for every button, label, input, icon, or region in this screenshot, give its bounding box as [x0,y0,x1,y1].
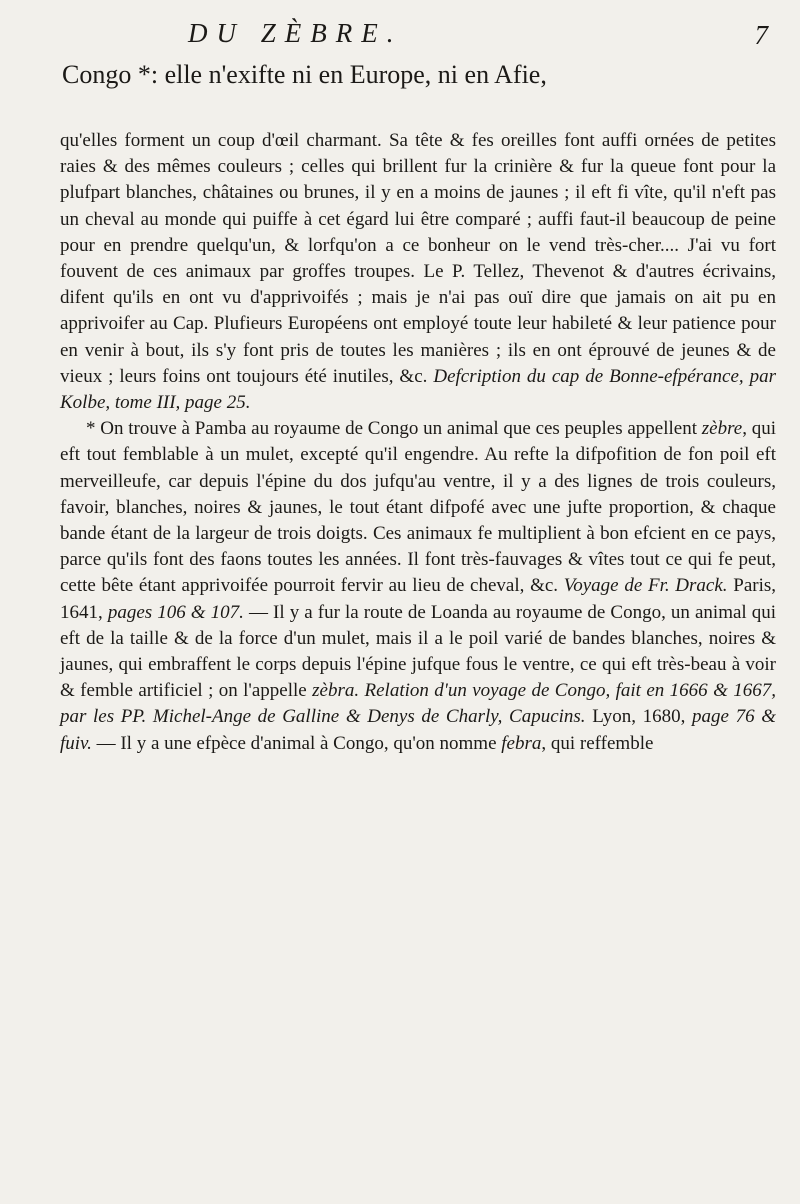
footnote [60,416,776,757]
footnote-text-4: — Il y a fur la route de Loanda au royaume de Congo, un animal qui eft de la taille & de la force d'un mulet, mais il a le poil varié de bandes blanches, noires & jaunes, qui embraffent le corps depuis l'épine jufque fous le ventre, ce qui eft très-beau à voir & femble artificiel ; on l'appelle [60,601,777,702]
footnote-term-zebra: zèbra. [312,680,360,702]
footnote-text-1: * On trouve à Pamba au royaume de Congo un animal que ces peuples appellent [86,418,698,440]
page-number: 7 [754,20,768,50]
main-paragraph [60,128,776,416]
footnote-text-2: , qui eft tout femblable à un mulet, excepté qu'il engendre. Au refte la difpofition de fon poil eft merveilleufe, car depuis l'épine du dos jufqu'au ventre, il y a des lignes de trois couleurs, favoir, blanches, noires & jaunes, le tout étant difpofé avec une jufte proportion, & chaque bande étant de la largeur de trois doigts. Ces animaux fe multiplient à bon efcient en ce pays, parce qu'ils font des faons toutes les années. Il font très-fauvages & vîtes tout ce qui fe peut, cette bête étant apprivoifée pourroit fervir au lieu de cheval, &c. [60,418,777,597]
footnote-text-6: — Il y a une efpèce d'animal à Congo, qu'on nomme [96,732,497,754]
footnote-text-7: , qui reffemble [541,732,654,754]
footnote-ref-drack: Voyage de Fr. Drack. [563,575,728,597]
page-header [188,18,768,52]
main-paragraph-text: qu'elles forment un coup d'œil charmant. Sa tête & fes oreilles font auffi ornées de petites raies & des mêmes couleurs ; celles qui brillent fur la crinière & fur la queue font pour la plufpart blanches, châtaines ou brunes, il y en a moins de jaunes ; il eft fi vîte, qu'il n'eft pas un cheval au monde qui puiffe à cet égard lui être comparé ; auffi faut-il beaucoup de peine pour en prendre quelqu'un, & lorfqu'on a ce bonheur on le vend très-cher.... J'ai vu fort fouvent de ces animaux par groffes troupes. Le P. Tellez, Thevenot & d'autres écrivains, difent qu'ils en ont vu d'apprivoifés ; mais je n'ai pas ouï dire que jamais on ait pu en apprivoifer au Cap. Plufieurs Européens ont employé toute leur habileté & leur patience pour en venir à bout, ils s'y font pris de toutes les manières ; ils en ont éprouvé de jeunes & de vieux ; leurs foins ont toujours été inutiles, &c. [60,130,776,387]
footnote-text-3: Paris, 1641, [60,575,777,623]
running-title: DU ZÈBRE. [188,18,403,48]
footnote-term-zebre: zèbre [701,418,743,440]
footnote-ref-pages: pages 106 & 107. [107,601,244,623]
footnote-ref-relation: Relation d'un voyage de Congo, fait en 1666 & 1667, par les PP. Michel-Ange de Galline & Denys de Charly, Capucins. [60,680,777,728]
body-text [60,128,776,757]
footnote-ref-page76: page 76 & fuiv. [60,706,777,754]
footnote-text-5: Lyon, 1680, [592,706,686,728]
footnote-term-febra: febra [501,732,542,754]
main-citation: Defcription du cap de Bonne-efpérance, par Kolbe, tome III, page 25. [60,365,776,414]
opening-line: Congo *: elle n'exifte ni en Europe, ni en Afie, [62,60,547,89]
